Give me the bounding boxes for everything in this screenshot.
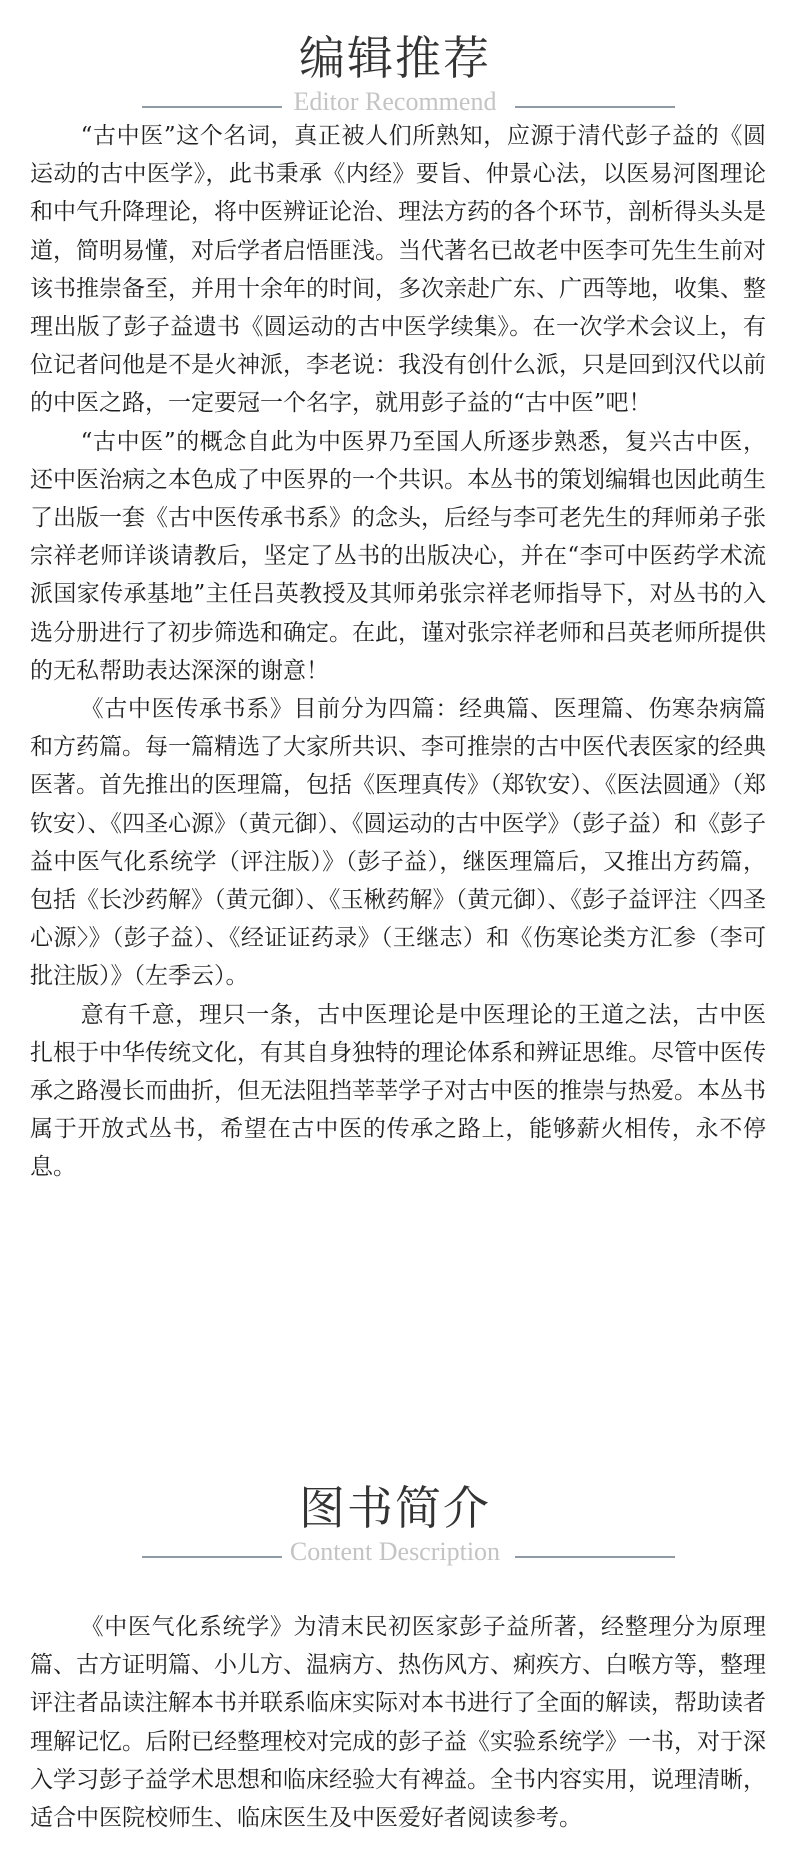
editor-recommend-body — [30, 117, 766, 1187]
content-section-header — [0, 1478, 790, 1588]
editor-paragraph: “古中医”这个名词，真正被人们所熟知，应源于清代彭子益的《圆运动的古中医学》，此书秉承《内经》要旨、仲景心法，以医易河图理论和中气升降理论，将中医辨证论治、理法方药的各个环节，剖析得头头是道，简明易懂，对后学者启悟匪浅。当代著名已故老中医李可先生生前对该书推崇备至，并用十余年的时间，多次亲赴广东、广西等地，收集、整理出版了彭子益遗书《圆运动的古中医学续集》。在一次学术会议上，有位记者问他是不是火神派，李老说：我没有创什么派，只是回到汉代以前的中医之路，一定要冠一个名字，就用彭子益的“古中医”吧！ — [30, 123, 766, 417]
editor-paragraph: 意有千意，理只一条，古中医理论是中医理论的王道之法，古中医扎根于中华传统文化，有其自身独特的理论体系和辨证思维。尽管中医传承之路漫长而曲折，但无法阻挡莘莘学子对古中医的推崇与热爱。本丛书属于开放式丛书，希望在古中医的传承之路上，能够薪火相传，永不停息。 — [30, 1001, 766, 1181]
content-section-title: 图书简介 — [299, 1481, 491, 1535]
editor-section-title: 编辑推荐 — [299, 31, 491, 85]
editor-section-subtitle: Editor Recommend — [293, 87, 497, 116]
content-paragraph: 《中医气化系统学》为清末民初医家彭子益所著，经整理分为原理篇、古方证明篇、小儿方、温病方、热伤风方、痢疾方、白喉方等，整理评注者品读注解本书并联系临床实际对本书进行了全面的解读，帮助读者理解记忆。后附已经整理校对完成的彭子益《实验系统学》一书，对于深入学习彭子益学术思想和临床经验大有裨益。全书内容实用，说理清晰，适合中医院校师生、临床医生及中医爱好者阅读参考。 — [30, 1614, 766, 1832]
content-description-body — [30, 1608, 766, 1837]
content-section-subtitle: Content Description — [289, 1537, 501, 1566]
editor-paragraph: 《古中医传承书系》目前分为四篇：经典篇、医理篇、伤寒杂病篇和方药篇。每一篇精选了大家所共识、李可推崇的古中医代表医家的经典医著。首先推出的医理篇，包括《医理真传》（郑钦安）、《医法圆通》（郑钦安）、《四圣心源》（黄元御）、《圆运动的古中医学》（彭子益）和《彭子益中医气化系统学（评注版）》（彭子益），继医理篇后，又推出方药篇，包括《长沙药解》（黄元御）、《玉楸药解》（黄元御）、《彭子益评注〈四圣心源〉》（彭子益）、《经证证药录》（王继志）和《伤寒论类方汇参（李可批注版）》（左季云）。 — [30, 696, 766, 990]
editor-paragraph: “古中医”的概念自此为中医界乃至国人所逐步熟悉，复兴古中医，还中医治病之本色成了中医界的一个共识。本丛书的策划编辑也因此萌生了出版一套《古中医传承书系》的念头，后经与李可老先生的拜师弟子张宗祥老师详谈请教后，坚定了丛书的出版决心，并在“李可中医药学术流派国家传承基地”主任吕英教授及其师弟张宗祥老师指导下，对丛书的入选分册进行了初步筛选和确定。在此，谨对张宗祥老师和吕英老师所提供的无私帮助表达深深的谢意！ — [30, 428, 766, 684]
